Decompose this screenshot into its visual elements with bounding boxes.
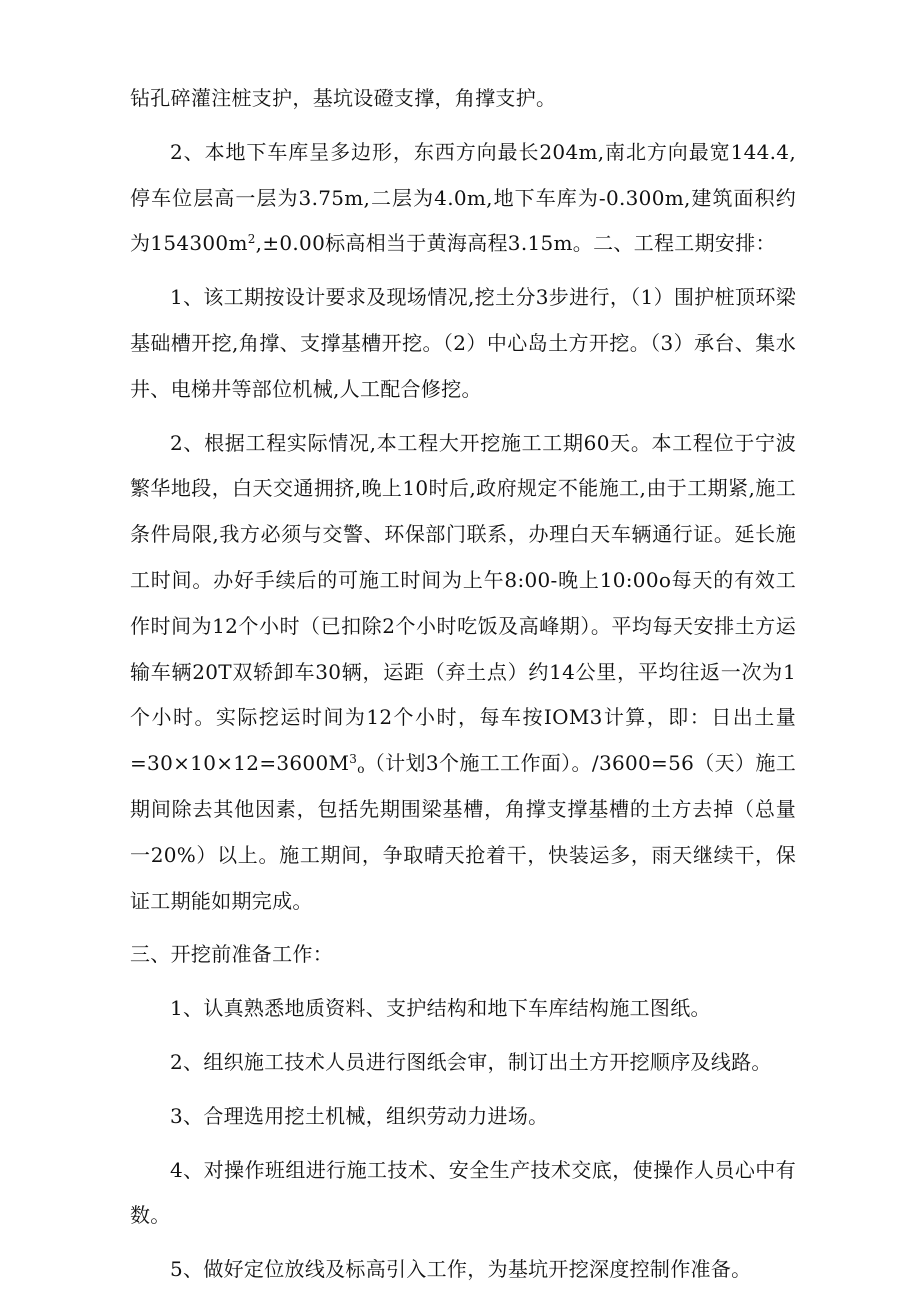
list-item-prep-1: 1、认真熟悉地质资料、支护结构和地下车库结构施工图纸。: [170, 996, 711, 1021]
paragraph-schedule-details: [130, 421, 796, 925]
schedule-remainder-text: （计划3个施工工作面）。/3600=56（天）施工期间除去其他因素，包括先期围梁基槽，角撑支撑基槽的土方去掉（总量一20%）以上。施工期间，争取晴天抢着干，快装运多，雨天继续干，保证工期能如期完成。: [130, 751, 796, 913]
paragraph-support-method: 钻孔碎灌注桩支护，基坑设磴支撑，角撑支护。: [130, 86, 557, 110]
garage-elevation-text: ,±0.00标高相当于黄海高程3.15m。二、工程工期安排：: [255, 231, 776, 256]
list-item-prep-2: 2、组织施工技术人员进行图纸会审，制订出土方开挖顺序及线路。: [170, 1049, 772, 1074]
section-heading-preparation: 三、开挖前准备工作：: [130, 942, 333, 967]
paragraph-garage-dimensions: [130, 130, 796, 267]
garage-dimensions-text: 2、本地下车库呈多边形，东西方向最长204m,南北方向最宽144.4,停车位层高一层为3.75m,二层为4.0m,地下车库为-0.300m,建筑面积约为154300m: [130, 139, 796, 256]
list-item-prep-5: 5、做好定位放线及标高引入工作，为基坑开挖深度控制作准备。: [170, 1257, 752, 1282]
volume-unit-subscript: o: [357, 762, 365, 777]
volume-unit-superscript: 3: [349, 752, 358, 767]
schedule-details-text: 2、根据工程实际情况,本工程大开挖施工工期60天。本工程位于宁波繁华地段，白天交通拥挤,晚上10时后,政府规定不能施工,由于工期紧,施工条件局限,我方必须与交警、环保部门联系，办理白天车辆通行证。延长施工时间。办好手续后的可施工时间为上午8:00-晚上10:00o每天的有效工作时间为12个小时（已扣除2个小时吃饭及高峰期）。平均每天安排土方运输车辆20T双轿卸车30辆，运距（弃土点）约14公里，平均往返一次为1个小时。实际挖运时间为12个小时，每车按IOM3计算，即：日出土量=30×10×12=3600M: [130, 430, 796, 776]
list-item-prep-4: 4、对操作班组进行施工技术、安全生产技术交底，使操作人员心中有数。: [130, 1157, 796, 1228]
paragraph-excavation-steps: 1、该工期按设计要求及现场情况,挖土分3步进行，（1）围护桩顶环梁基础槽开挖,角撑、支撑基槽开挖。（2）中心岛土方开挖。（3）承台、集水井、电梯井等部位机械,人工配合修挖。: [130, 285, 796, 401]
area-unit-superscript: 2: [247, 232, 256, 247]
list-item-prep-3: 3、合理选用挖土机械，组织劳动力进场。: [170, 1103, 549, 1128]
